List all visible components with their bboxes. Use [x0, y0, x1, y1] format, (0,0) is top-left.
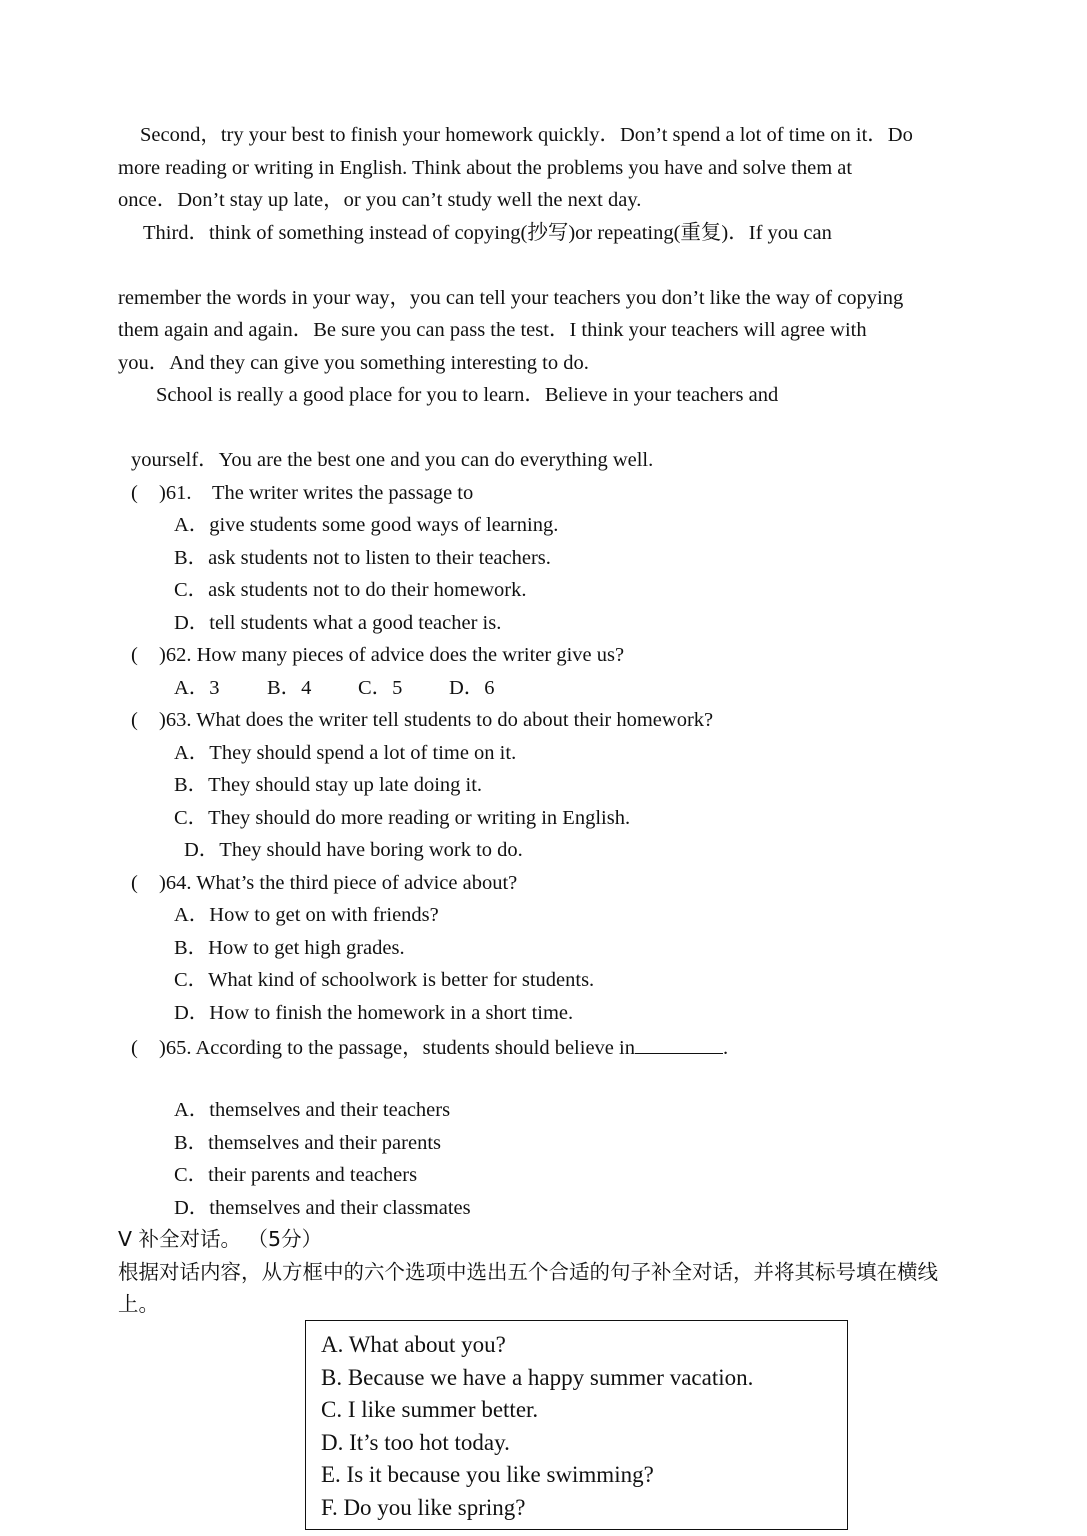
options-box [305, 1320, 848, 1530]
passage-line: yourself．You are the best one and you can do everything well. [131, 449, 654, 471]
option-a: A．give students some good ways of learning. [174, 514, 559, 536]
option-c: C．their parents and teachers [174, 1164, 418, 1186]
option-b: B．ask students not to listen to their teachers. [174, 547, 551, 569]
passage-line: School is really a good place for you to learn．Believe in your teachers and [156, 384, 779, 406]
question-65 [131, 1033, 728, 1060]
option-c: C．They should do more reading or writing in English. [174, 807, 631, 829]
answer-blank[interactable] [635, 1033, 723, 1054]
box-item-f: F. Do you like spring? [321, 1494, 526, 1520]
option-c: C．5 [358, 677, 403, 699]
passage-line: you．And they can give you something interesting to do. [118, 352, 589, 374]
answer-paren[interactable]: ( [131, 482, 138, 504]
passage-line: them again and again．Be sure you can pass the test．I think your teachers will agree with [118, 319, 867, 341]
passage-line: Second，try your best to finish your homework quickly．Don’t spend a lot of time on it．Do [140, 124, 913, 146]
option-d: D．They should have boring work to do. [184, 839, 523, 861]
passage-line: once．Don’t stay up late，or you can’t study well the next day. [118, 189, 642, 211]
option-b: B．themselves and their parents [174, 1132, 442, 1154]
box-item-d: D. It’s too hot today. [321, 1429, 510, 1455]
answer-paren[interactable]: ( [131, 644, 138, 666]
stem-end: . [722, 1037, 729, 1059]
question-stem: )62. How many pieces of advice does the writer give us? [159, 644, 625, 666]
box-item-a: A. What about you? [321, 1332, 506, 1357]
option-a: A．3 [174, 677, 220, 699]
answer-paren[interactable]: ( [131, 1037, 138, 1059]
option-d: D．tell students what a good teacher is. [174, 612, 502, 634]
box-item-b: B. Because we have a happy summer vacation. [321, 1364, 754, 1390]
section-instruction: 根据对话内容，从方框中的六个选项中选出五个合适的句子补全对话，并将其标号填在横线上。 [118, 1260, 938, 1316]
choices-row [174, 676, 495, 700]
option-b: B．They should stay up late doing it. [174, 774, 483, 796]
question-stem: )65. According to the passage，students should believe in [159, 1037, 635, 1059]
option-d: D．How to finish the homework in a short time. [174, 1002, 574, 1024]
option-d: D．6 [449, 677, 495, 699]
option-d: D．themselves and their classmates [174, 1197, 471, 1219]
question-stem: )64. What’s the third piece of advice about? [159, 872, 518, 894]
question-64 [131, 871, 517, 895]
question-stem: )63. What does the writer tell students to do about their homework? [159, 709, 714, 731]
option-a: A．themselves and their teachers [174, 1099, 451, 1121]
answer-paren[interactable]: ( [131, 872, 138, 894]
option-a: A．They should spend a lot of time on it. [174, 742, 517, 764]
option-b: B．How to get high grades. [174, 937, 405, 959]
passage-line: Third．think of something instead of copying(抄写)or repeating(重复)．If you can [143, 222, 832, 244]
option-c: C．ask students not to do their homework. [174, 579, 527, 601]
option-b: B．4 [267, 677, 312, 699]
option-a: A．How to get on with friends? [174, 904, 439, 926]
box-item-e: E. Is it because you like swimming? [321, 1462, 654, 1487]
passage-line: more reading or writing in English. Think about the problems you have and solve them at [118, 157, 853, 179]
option-c: C．What kind of schoolwork is better for students. [174, 969, 595, 991]
passage-line: remember the words in your way，you can tell your teachers you don’t like the way of copying [118, 287, 904, 309]
question-63 [131, 708, 713, 732]
box-item-c: C. I like summer better. [321, 1397, 539, 1422]
question-stem: )61. The writer writes the passage to [159, 482, 474, 504]
question-61 [131, 481, 473, 505]
section-title: V 补全对话。 （5分） [118, 1227, 323, 1251]
question-62 [131, 643, 624, 667]
answer-paren[interactable]: ( [131, 709, 138, 731]
